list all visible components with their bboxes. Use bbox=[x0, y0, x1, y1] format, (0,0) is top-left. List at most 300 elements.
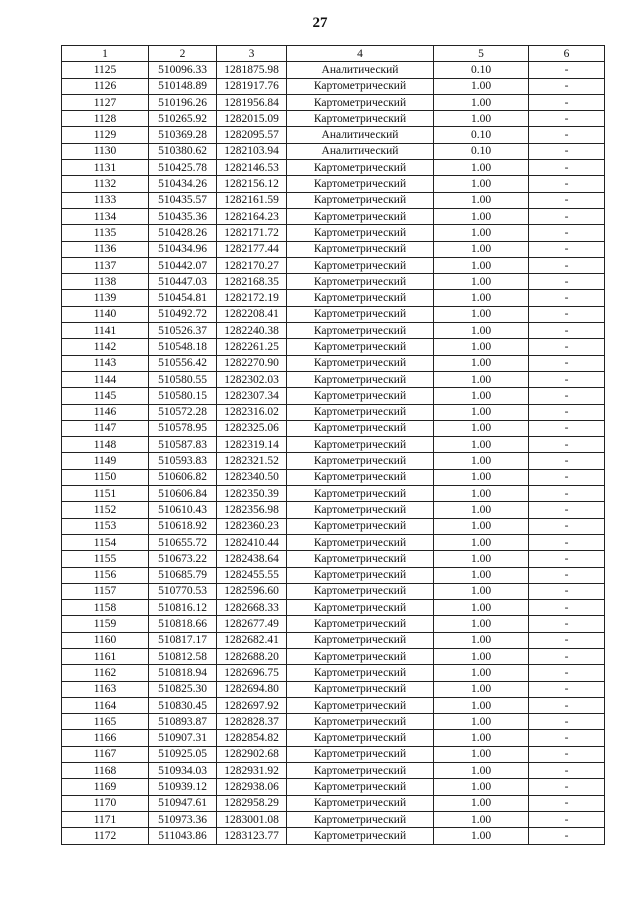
accuracy-cell: 1.00 bbox=[434, 176, 529, 192]
point-number-cell: 1155 bbox=[62, 551, 149, 567]
table-row bbox=[62, 763, 605, 779]
y-coordinate-cell: 1282360.23 bbox=[217, 518, 287, 534]
note-cell: - bbox=[529, 257, 605, 273]
table-row bbox=[62, 420, 605, 436]
method-cell: Картометрический bbox=[287, 225, 434, 241]
table-row bbox=[62, 648, 605, 664]
accuracy-cell: 1.00 bbox=[434, 388, 529, 404]
note-cell: - bbox=[529, 127, 605, 143]
point-number-cell: 1156 bbox=[62, 567, 149, 583]
table-row bbox=[62, 779, 605, 795]
table-row bbox=[62, 339, 605, 355]
y-coordinate-cell: 1281875.98 bbox=[217, 62, 287, 78]
point-number-cell: 1146 bbox=[62, 404, 149, 420]
point-number-cell: 1158 bbox=[62, 600, 149, 616]
point-number-cell: 1149 bbox=[62, 453, 149, 469]
y-coordinate-cell: 1282682.41 bbox=[217, 632, 287, 648]
accuracy-cell: 1.00 bbox=[434, 339, 529, 355]
note-cell: - bbox=[529, 371, 605, 387]
y-coordinate-cell: 1283001.08 bbox=[217, 811, 287, 827]
accuracy-cell: 1.00 bbox=[434, 355, 529, 371]
table-row bbox=[62, 355, 605, 371]
accuracy-cell: 1.00 bbox=[434, 274, 529, 290]
table-row bbox=[62, 225, 605, 241]
x-coordinate-cell: 510548.18 bbox=[149, 339, 217, 355]
point-number-cell: 1136 bbox=[62, 241, 149, 257]
point-number-cell: 1132 bbox=[62, 176, 149, 192]
x-coordinate-cell: 510606.82 bbox=[149, 469, 217, 485]
table-row bbox=[62, 697, 605, 713]
note-cell: - bbox=[529, 551, 605, 567]
x-coordinate-cell: 510492.72 bbox=[149, 306, 217, 322]
table-row bbox=[62, 437, 605, 453]
point-number-cell: 1127 bbox=[62, 94, 149, 110]
y-coordinate-cell: 1282340.50 bbox=[217, 469, 287, 485]
column-header-6: 6 bbox=[529, 46, 605, 62]
y-coordinate-cell: 1282697.92 bbox=[217, 697, 287, 713]
header-row bbox=[62, 46, 605, 62]
table-row bbox=[62, 208, 605, 224]
method-cell: Картометрический bbox=[287, 811, 434, 827]
method-cell: Картометрический bbox=[287, 78, 434, 94]
accuracy-cell: 1.00 bbox=[434, 714, 529, 730]
note-cell: - bbox=[529, 811, 605, 827]
y-coordinate-cell: 1282164.23 bbox=[217, 208, 287, 224]
method-cell: Картометрический bbox=[287, 746, 434, 762]
point-number-cell: 1140 bbox=[62, 306, 149, 322]
point-number-cell: 1159 bbox=[62, 616, 149, 632]
note-cell: - bbox=[529, 208, 605, 224]
method-cell: Картометрический bbox=[287, 551, 434, 567]
method-cell: Картометрический bbox=[287, 730, 434, 746]
y-coordinate-cell: 1282828.37 bbox=[217, 714, 287, 730]
accuracy-cell: 1.00 bbox=[434, 567, 529, 583]
method-cell: Картометрический bbox=[287, 404, 434, 420]
accuracy-cell: 1.00 bbox=[434, 779, 529, 795]
x-coordinate-cell: 510825.30 bbox=[149, 681, 217, 697]
y-coordinate-cell: 1282316.02 bbox=[217, 404, 287, 420]
accuracy-cell: 1.00 bbox=[434, 486, 529, 502]
y-coordinate-cell: 1283123.77 bbox=[217, 828, 287, 844]
accuracy-cell: 1.00 bbox=[434, 518, 529, 534]
accuracy-cell: 0.10 bbox=[434, 143, 529, 159]
y-coordinate-cell: 1282938.06 bbox=[217, 779, 287, 795]
y-coordinate-cell: 1282095.57 bbox=[217, 127, 287, 143]
note-cell: - bbox=[529, 763, 605, 779]
note-cell: - bbox=[529, 648, 605, 664]
y-coordinate-cell: 1282168.35 bbox=[217, 274, 287, 290]
y-coordinate-cell: 1282240.38 bbox=[217, 323, 287, 339]
accuracy-cell: 1.00 bbox=[434, 681, 529, 697]
table-row bbox=[62, 730, 605, 746]
accuracy-cell: 1.00 bbox=[434, 437, 529, 453]
table-row bbox=[62, 665, 605, 681]
y-coordinate-cell: 1282103.94 bbox=[217, 143, 287, 159]
x-coordinate-cell: 510454.81 bbox=[149, 290, 217, 306]
point-number-cell: 1153 bbox=[62, 518, 149, 534]
accuracy-cell: 1.00 bbox=[434, 665, 529, 681]
x-coordinate-cell: 510685.79 bbox=[149, 567, 217, 583]
method-cell: Картометрический bbox=[287, 567, 434, 583]
x-coordinate-cell: 510526.37 bbox=[149, 323, 217, 339]
y-coordinate-cell: 1282270.90 bbox=[217, 355, 287, 371]
accuracy-cell: 1.00 bbox=[434, 208, 529, 224]
table-row bbox=[62, 241, 605, 257]
table-row bbox=[62, 616, 605, 632]
accuracy-cell: 1.00 bbox=[434, 600, 529, 616]
page-number: 27 bbox=[312, 15, 328, 31]
note-cell: - bbox=[529, 600, 605, 616]
method-cell: Картометрический bbox=[287, 274, 434, 290]
table-row bbox=[62, 143, 605, 159]
note-cell: - bbox=[529, 94, 605, 110]
note-cell: - bbox=[529, 62, 605, 78]
method-cell: Картометрический bbox=[287, 111, 434, 127]
y-coordinate-cell: 1282902.68 bbox=[217, 746, 287, 762]
method-cell: Картометрический bbox=[287, 160, 434, 176]
accuracy-cell: 1.00 bbox=[434, 453, 529, 469]
point-number-cell: 1164 bbox=[62, 697, 149, 713]
accuracy-cell: 1.00 bbox=[434, 371, 529, 387]
method-cell: Картометрический bbox=[287, 339, 434, 355]
method-cell: Картометрический bbox=[287, 208, 434, 224]
method-cell: Картометрический bbox=[287, 681, 434, 697]
x-coordinate-cell: 510770.53 bbox=[149, 583, 217, 599]
y-coordinate-cell: 1282688.20 bbox=[217, 648, 287, 664]
accuracy-cell: 1.00 bbox=[434, 94, 529, 110]
point-number-cell: 1141 bbox=[62, 323, 149, 339]
note-cell: - bbox=[529, 420, 605, 436]
x-coordinate-cell: 510428.26 bbox=[149, 225, 217, 241]
x-coordinate-cell: 510934.03 bbox=[149, 763, 217, 779]
point-number-cell: 1161 bbox=[62, 648, 149, 664]
y-coordinate-cell: 1282694.80 bbox=[217, 681, 287, 697]
table-row bbox=[62, 583, 605, 599]
x-coordinate-cell: 510830.45 bbox=[149, 697, 217, 713]
table-row bbox=[62, 469, 605, 485]
accuracy-cell: 1.00 bbox=[434, 828, 529, 844]
point-number-cell: 1145 bbox=[62, 388, 149, 404]
x-coordinate-cell: 510939.12 bbox=[149, 779, 217, 795]
table-row bbox=[62, 290, 605, 306]
point-number-cell: 1172 bbox=[62, 828, 149, 844]
table-row bbox=[62, 681, 605, 697]
point-number-cell: 1170 bbox=[62, 795, 149, 811]
x-coordinate-cell: 510380.62 bbox=[149, 143, 217, 159]
table-row bbox=[62, 534, 605, 550]
x-coordinate-cell: 510434.96 bbox=[149, 241, 217, 257]
y-coordinate-cell: 1282321.52 bbox=[217, 453, 287, 469]
point-number-cell: 1169 bbox=[62, 779, 149, 795]
table-row bbox=[62, 78, 605, 94]
method-cell: Картометрический bbox=[287, 94, 434, 110]
note-cell: - bbox=[529, 437, 605, 453]
y-coordinate-cell: 1282261.25 bbox=[217, 339, 287, 355]
method-cell: Картометрический bbox=[287, 763, 434, 779]
note-cell: - bbox=[529, 388, 605, 404]
method-cell: Картометрический bbox=[287, 486, 434, 502]
table-row bbox=[62, 176, 605, 192]
x-coordinate-cell: 510556.42 bbox=[149, 355, 217, 371]
accuracy-cell: 1.00 bbox=[434, 420, 529, 436]
y-coordinate-cell: 1282455.55 bbox=[217, 567, 287, 583]
note-cell: - bbox=[529, 404, 605, 420]
y-coordinate-cell: 1282325.06 bbox=[217, 420, 287, 436]
x-coordinate-cell: 510818.94 bbox=[149, 665, 217, 681]
x-coordinate-cell: 510196.26 bbox=[149, 94, 217, 110]
x-coordinate-cell: 510818.66 bbox=[149, 616, 217, 632]
table-row bbox=[62, 257, 605, 273]
note-cell: - bbox=[529, 697, 605, 713]
y-coordinate-cell: 1282696.75 bbox=[217, 665, 287, 681]
table-row bbox=[62, 388, 605, 404]
method-cell: Картометрический bbox=[287, 665, 434, 681]
table-row bbox=[62, 600, 605, 616]
column-header-2: 2 bbox=[149, 46, 217, 62]
note-cell: - bbox=[529, 176, 605, 192]
accuracy-cell: 1.00 bbox=[434, 290, 529, 306]
point-number-cell: 1147 bbox=[62, 420, 149, 436]
accuracy-cell: 1.00 bbox=[434, 192, 529, 208]
accuracy-cell: 1.00 bbox=[434, 632, 529, 648]
method-cell: Картометрический bbox=[287, 697, 434, 713]
method-cell: Картометрический bbox=[287, 437, 434, 453]
y-coordinate-cell: 1282677.49 bbox=[217, 616, 287, 632]
method-cell: Картометрический bbox=[287, 469, 434, 485]
method-cell: Картометрический bbox=[287, 371, 434, 387]
note-cell: - bbox=[529, 306, 605, 322]
y-coordinate-cell: 1282854.82 bbox=[217, 730, 287, 746]
y-coordinate-cell: 1282171.72 bbox=[217, 225, 287, 241]
accuracy-cell: 1.00 bbox=[434, 616, 529, 632]
x-coordinate-cell: 510593.83 bbox=[149, 453, 217, 469]
method-cell: Картометрический bbox=[287, 192, 434, 208]
method-cell: Картометрический bbox=[287, 241, 434, 257]
y-coordinate-cell: 1282208.41 bbox=[217, 306, 287, 322]
y-coordinate-cell: 1281956.84 bbox=[217, 94, 287, 110]
y-coordinate-cell: 1282596.60 bbox=[217, 583, 287, 599]
table-row bbox=[62, 192, 605, 208]
point-number-cell: 1128 bbox=[62, 111, 149, 127]
method-cell: Картометрический bbox=[287, 795, 434, 811]
method-cell: Картометрический bbox=[287, 779, 434, 795]
accuracy-cell: 1.00 bbox=[434, 111, 529, 127]
method-cell: Картометрический bbox=[287, 420, 434, 436]
point-number-cell: 1133 bbox=[62, 192, 149, 208]
note-cell: - bbox=[529, 274, 605, 290]
point-number-cell: 1168 bbox=[62, 763, 149, 779]
column-header-5: 5 bbox=[434, 46, 529, 62]
table-row bbox=[62, 518, 605, 534]
y-coordinate-cell: 1282958.29 bbox=[217, 795, 287, 811]
x-coordinate-cell: 510947.61 bbox=[149, 795, 217, 811]
method-cell: Картометрический bbox=[287, 534, 434, 550]
column-header-1: 1 bbox=[62, 46, 149, 62]
method-cell: Картометрический bbox=[287, 600, 434, 616]
note-cell: - bbox=[529, 143, 605, 159]
point-number-cell: 1165 bbox=[62, 714, 149, 730]
table-row bbox=[62, 274, 605, 290]
note-cell: - bbox=[529, 632, 605, 648]
method-cell: Картометрический bbox=[287, 632, 434, 648]
method-cell: Картометрический bbox=[287, 616, 434, 632]
y-coordinate-cell: 1282319.14 bbox=[217, 437, 287, 453]
note-cell: - bbox=[529, 795, 605, 811]
note-cell: - bbox=[529, 290, 605, 306]
table-row bbox=[62, 371, 605, 387]
method-cell: Картометрический bbox=[287, 355, 434, 371]
x-coordinate-cell: 510435.57 bbox=[149, 192, 217, 208]
method-cell: Картометрический bbox=[287, 648, 434, 664]
method-cell: Картометрический bbox=[287, 176, 434, 192]
method-cell: Картометрический bbox=[287, 306, 434, 322]
point-number-cell: 1126 bbox=[62, 78, 149, 94]
table-row bbox=[62, 567, 605, 583]
note-cell: - bbox=[529, 583, 605, 599]
table-row bbox=[62, 62, 605, 78]
table-row bbox=[62, 160, 605, 176]
column-header-4: 4 bbox=[287, 46, 434, 62]
point-number-cell: 1139 bbox=[62, 290, 149, 306]
x-coordinate-cell: 510580.55 bbox=[149, 371, 217, 387]
point-number-cell: 1134 bbox=[62, 208, 149, 224]
table-row bbox=[62, 111, 605, 127]
accuracy-cell: 1.00 bbox=[434, 730, 529, 746]
x-coordinate-cell: 510578.95 bbox=[149, 420, 217, 436]
table-row bbox=[62, 551, 605, 567]
method-cell: Картометрический bbox=[287, 583, 434, 599]
accuracy-cell: 1.00 bbox=[434, 502, 529, 518]
method-cell: Аналитический bbox=[287, 62, 434, 78]
accuracy-cell: 1.00 bbox=[434, 160, 529, 176]
note-cell: - bbox=[529, 78, 605, 94]
method-cell: Картометрический bbox=[287, 518, 434, 534]
x-coordinate-cell: 510096.33 bbox=[149, 62, 217, 78]
note-cell: - bbox=[529, 111, 605, 127]
accuracy-cell: 1.00 bbox=[434, 469, 529, 485]
y-coordinate-cell: 1282156.12 bbox=[217, 176, 287, 192]
point-number-cell: 1154 bbox=[62, 534, 149, 550]
y-coordinate-cell: 1282177.44 bbox=[217, 241, 287, 257]
accuracy-cell: 1.00 bbox=[434, 306, 529, 322]
method-cell: Картометрический bbox=[287, 828, 434, 844]
point-number-cell: 1150 bbox=[62, 469, 149, 485]
note-cell: - bbox=[529, 453, 605, 469]
x-coordinate-cell: 510606.84 bbox=[149, 486, 217, 502]
point-number-cell: 1144 bbox=[62, 371, 149, 387]
x-coordinate-cell: 510907.31 bbox=[149, 730, 217, 746]
x-coordinate-cell: 510673.22 bbox=[149, 551, 217, 567]
method-cell: Аналитический bbox=[287, 143, 434, 159]
point-number-cell: 1142 bbox=[62, 339, 149, 355]
note-cell: - bbox=[529, 518, 605, 534]
y-coordinate-cell: 1282172.19 bbox=[217, 290, 287, 306]
x-coordinate-cell: 510925.05 bbox=[149, 746, 217, 762]
x-coordinate-cell: 511043.86 bbox=[149, 828, 217, 844]
note-cell: - bbox=[529, 534, 605, 550]
accuracy-cell: 1.00 bbox=[434, 225, 529, 241]
point-number-cell: 1143 bbox=[62, 355, 149, 371]
x-coordinate-cell: 510618.92 bbox=[149, 518, 217, 534]
method-cell: Картометрический bbox=[287, 290, 434, 306]
note-cell: - bbox=[529, 714, 605, 730]
note-cell: - bbox=[529, 616, 605, 632]
table-row bbox=[62, 404, 605, 420]
x-coordinate-cell: 510973.36 bbox=[149, 811, 217, 827]
y-coordinate-cell: 1282307.34 bbox=[217, 388, 287, 404]
method-cell: Картометрический bbox=[287, 502, 434, 518]
y-coordinate-cell: 1282302.03 bbox=[217, 371, 287, 387]
table-row bbox=[62, 795, 605, 811]
y-coordinate-cell: 1282170.27 bbox=[217, 257, 287, 273]
accuracy-cell: 1.00 bbox=[434, 648, 529, 664]
method-cell: Картометрический bbox=[287, 453, 434, 469]
accuracy-cell: 1.00 bbox=[434, 746, 529, 762]
accuracy-cell: 1.00 bbox=[434, 811, 529, 827]
y-coordinate-cell: 1282350.39 bbox=[217, 486, 287, 502]
point-number-cell: 1160 bbox=[62, 632, 149, 648]
point-number-cell: 1138 bbox=[62, 274, 149, 290]
note-cell: - bbox=[529, 323, 605, 339]
table-row bbox=[62, 486, 605, 502]
table-row bbox=[62, 323, 605, 339]
y-coordinate-cell: 1282356.98 bbox=[217, 502, 287, 518]
point-number-cell: 1171 bbox=[62, 811, 149, 827]
y-coordinate-cell: 1282015.09 bbox=[217, 111, 287, 127]
point-number-cell: 1162 bbox=[62, 665, 149, 681]
note-cell: - bbox=[529, 828, 605, 844]
x-coordinate-cell: 510265.92 bbox=[149, 111, 217, 127]
accuracy-cell: 0.10 bbox=[434, 62, 529, 78]
table-row bbox=[62, 632, 605, 648]
point-number-cell: 1131 bbox=[62, 160, 149, 176]
accuracy-cell: 1.00 bbox=[434, 404, 529, 420]
point-number-cell: 1148 bbox=[62, 437, 149, 453]
x-coordinate-cell: 510816.12 bbox=[149, 600, 217, 616]
table-row bbox=[62, 94, 605, 110]
point-number-cell: 1137 bbox=[62, 257, 149, 273]
table-header bbox=[62, 46, 605, 62]
note-cell: - bbox=[529, 681, 605, 697]
note-cell: - bbox=[529, 486, 605, 502]
x-coordinate-cell: 510655.72 bbox=[149, 534, 217, 550]
accuracy-cell: 1.00 bbox=[434, 763, 529, 779]
table-row bbox=[62, 746, 605, 762]
table-row bbox=[62, 306, 605, 322]
x-coordinate-cell: 510148.89 bbox=[149, 78, 217, 94]
point-number-cell: 1130 bbox=[62, 143, 149, 159]
table-row bbox=[62, 127, 605, 143]
accuracy-cell: 1.00 bbox=[434, 551, 529, 567]
x-coordinate-cell: 510610.43 bbox=[149, 502, 217, 518]
note-cell: - bbox=[529, 567, 605, 583]
x-coordinate-cell: 510580.15 bbox=[149, 388, 217, 404]
point-number-cell: 1125 bbox=[62, 62, 149, 78]
point-number-cell: 1166 bbox=[62, 730, 149, 746]
x-coordinate-cell: 510369.28 bbox=[149, 127, 217, 143]
point-number-cell: 1135 bbox=[62, 225, 149, 241]
table-body bbox=[62, 62, 605, 844]
x-coordinate-cell: 510812.58 bbox=[149, 648, 217, 664]
accuracy-cell: 1.00 bbox=[434, 241, 529, 257]
y-coordinate-cell: 1282146.53 bbox=[217, 160, 287, 176]
accuracy-cell: 1.00 bbox=[434, 257, 529, 273]
accuracy-cell: 1.00 bbox=[434, 697, 529, 713]
accuracy-cell: 1.00 bbox=[434, 323, 529, 339]
note-cell: - bbox=[529, 225, 605, 241]
x-coordinate-cell: 510442.07 bbox=[149, 257, 217, 273]
method-cell: Картометрический bbox=[287, 257, 434, 273]
